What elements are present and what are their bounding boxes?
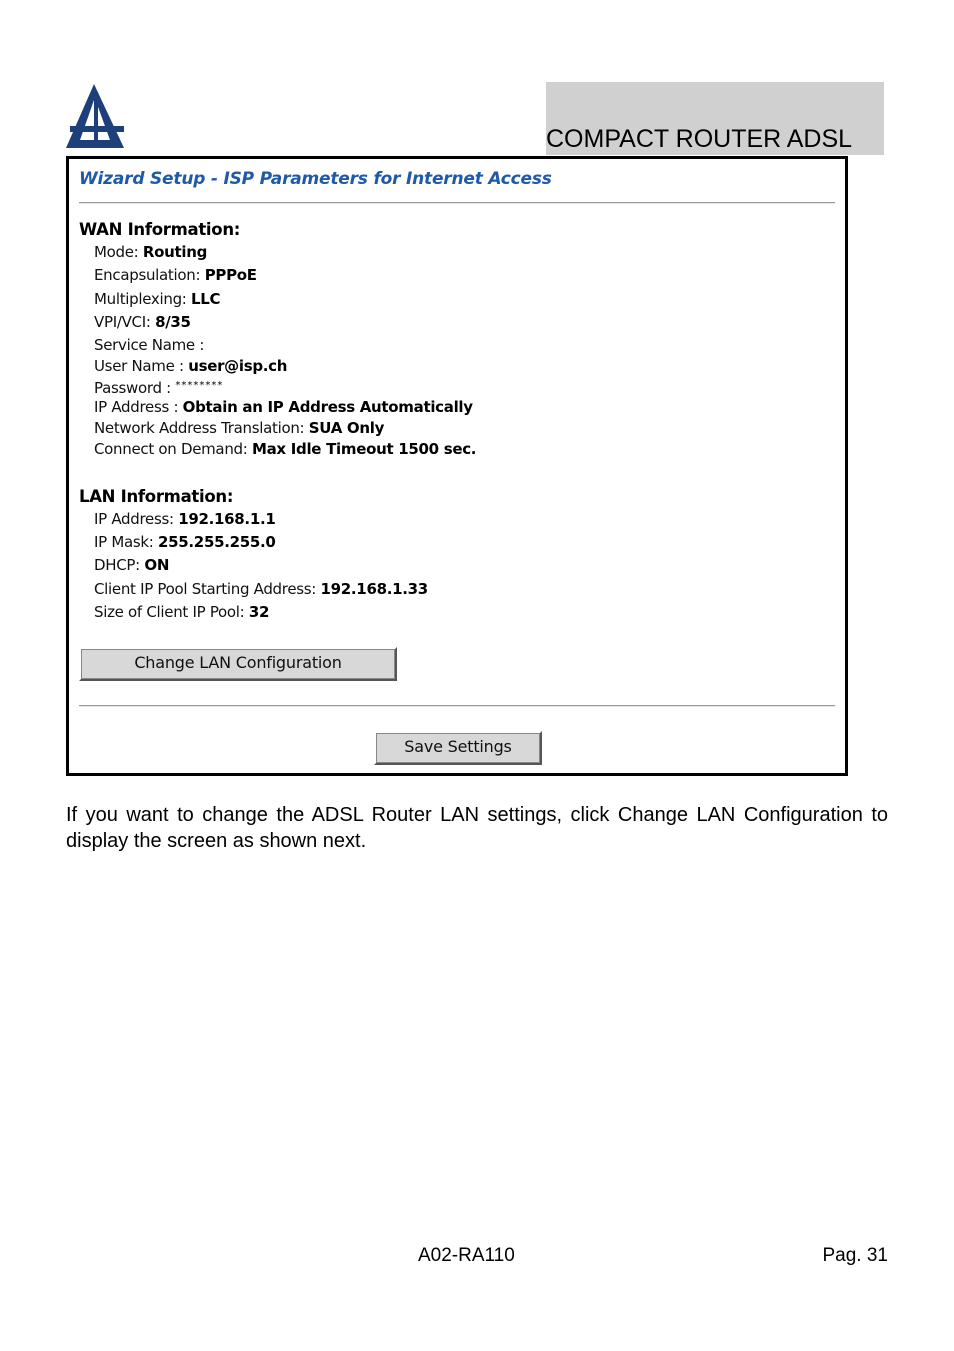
wizard-panel: [66, 156, 848, 776]
wan-nat-row: Network Address Translation: SUA Only: [94, 419, 385, 437]
change-lan-configuration-button[interactable]: Change LAN Configuration: [79, 647, 397, 681]
wan-password-row: Password : ********: [94, 379, 224, 397]
wizard-title: Wizard Setup - ISP Parameters for Internet Access: [79, 169, 552, 189]
wan-encapsulation-row: Encapsulation: PPPoE: [94, 266, 257, 284]
wan-multiplexing-row: Multiplexing: LLC: [94, 290, 221, 308]
wan-heading: WAN Information:: [79, 220, 241, 239]
wan-ip-address-row: IP Address : Obtain an IP Address Automatically: [94, 398, 473, 416]
wan-connect-on-demand-row: Connect on Demand: Max Idle Timeout 1500 sec.: [94, 440, 477, 458]
footer-model-code: A02-RA110: [418, 1245, 515, 1266]
atlantis-logo-icon: [64, 82, 126, 152]
document-title: COMPACT ROUTER ADSL: [546, 125, 853, 153]
instruction-paragraph: If you want to change the ADSL Router LAN settings, click Change LAN Configuration to display the screen as shown next.: [66, 804, 888, 852]
divider: [79, 705, 835, 707]
wan-vpivci-row: VPI/VCI: 8/35: [94, 313, 191, 331]
lan-ip-address-row: IP Address: 192.168.1.1: [94, 510, 276, 528]
divider: [79, 202, 835, 204]
lan-ip-mask-row: IP Mask: 255.255.255.0: [94, 533, 276, 551]
lan-dhcp-row: DHCP: ON: [94, 556, 170, 574]
header-banner: [546, 82, 884, 155]
save-settings-button[interactable]: Save Settings: [374, 731, 542, 765]
lan-pool-size-row: Size of Client IP Pool: 32: [94, 603, 270, 621]
lan-heading: LAN Information:: [79, 487, 234, 506]
wan-user-name-row: User Name : user@isp.ch: [94, 357, 288, 375]
footer-page-number: Pag. 31: [822, 1245, 888, 1266]
lan-pool-start-row: Client IP Pool Starting Address: 192.168.1.33: [94, 580, 428, 598]
wan-mode-row: Mode: Routing: [94, 243, 208, 261]
wan-service-name-row: Service Name :: [94, 336, 205, 354]
